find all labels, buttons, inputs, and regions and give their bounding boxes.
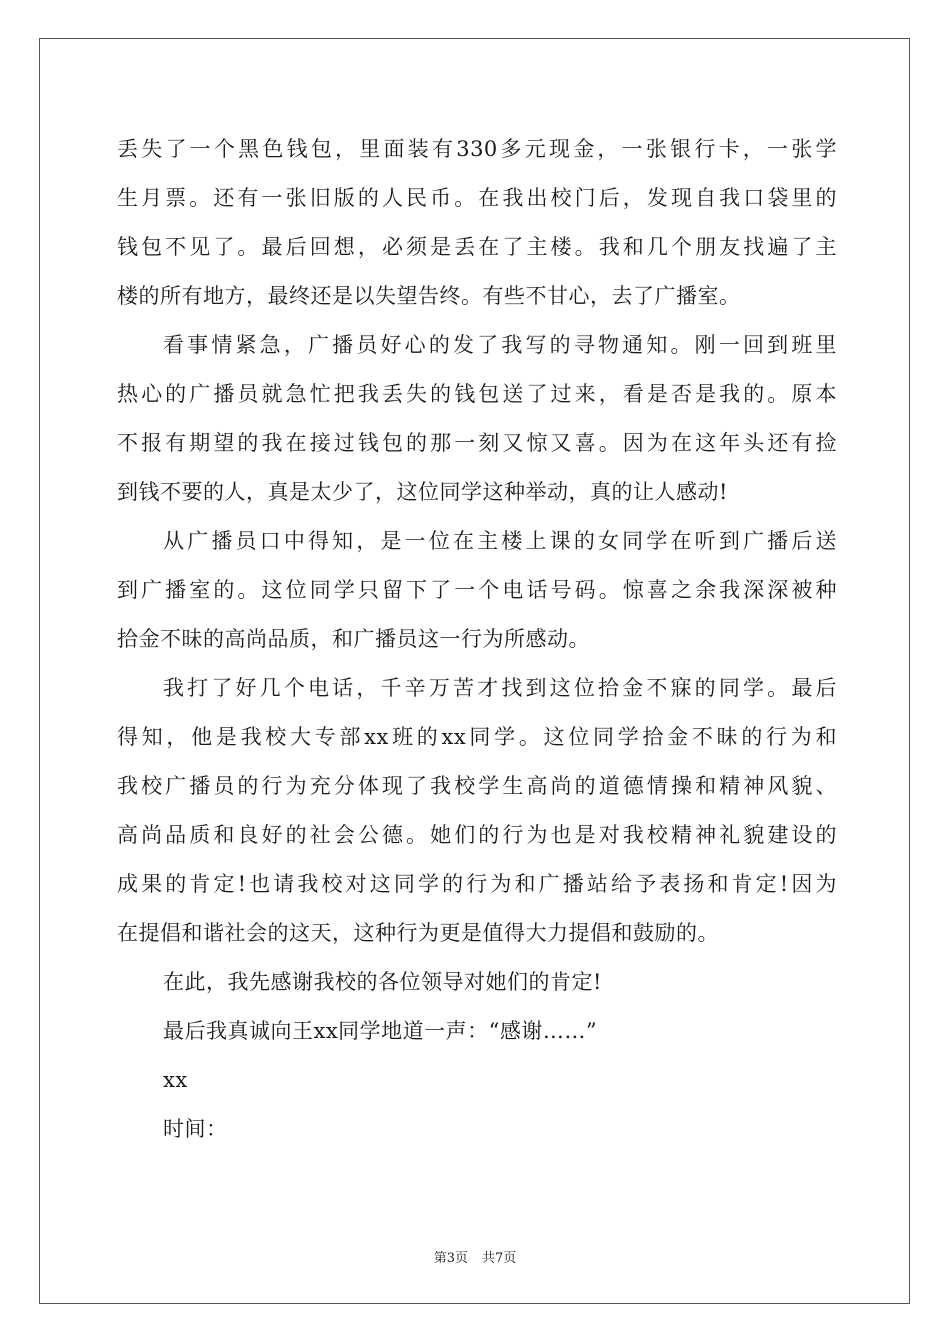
text-line-6: 热心的广播员就急忙把我丢失的钱包送了过来，看是否是我的。原本 bbox=[117, 382, 837, 406]
text-line-11: 拾金不昧的高尚品质，和广播员这一行为所感动。 bbox=[117, 627, 590, 651]
page-number: 第3页 bbox=[433, 1251, 468, 1266]
text-line-3: 钱包不见了。最后回想，必须是丢在了主楼。我和几个朋友找遍了主 bbox=[117, 235, 837, 259]
text-line-1: 丢失了一个黑色钱包，里面装有330多元现金，一张银行卡，一张学 bbox=[117, 137, 837, 161]
text-line-12: 我打了好几个电话，千辛万苦才找到这位拾金不寐的同学。最后 bbox=[163, 676, 837, 700]
text-line-16: 成果的肯定!也请我校对这同学的行为和广播站给予表扬和肯定!因为 bbox=[117, 872, 837, 896]
signature-name: xx bbox=[163, 1068, 188, 1092]
text-line-8: 到钱不要的人，真是太少了，这位同学这种举动，真的让人感动! bbox=[117, 480, 728, 504]
text-line-19: 最后我真诚向王xx同学地道一声：“感谢……” bbox=[163, 1019, 598, 1043]
text-line-2: 生月票。还有一张旧版的人民币。在我出校门后，发现自我口袋里的 bbox=[117, 186, 837, 210]
text-line-17: 在提倡和谐社会的这天，这种行为更是值得大力提倡和鼓励的。 bbox=[117, 921, 719, 945]
text-line-9: 从广播员口中得知，是一位在主楼上课的女同学在听到广播后送 bbox=[163, 529, 837, 553]
text-line-13: 得知，他是我校大专部xx班的xx同学。这位同学拾金不昧的行为和 bbox=[117, 725, 837, 749]
text-line-14: 我校广播员的行为充分体现了我校学生高尚的道德情操和精神风貌、 bbox=[117, 774, 837, 798]
text-line-15: 高尚品质和良好的社会公德。她们的行为也是对我校精神礼貌建设的 bbox=[117, 823, 837, 847]
signature-date: 时间： bbox=[163, 1117, 228, 1141]
page-footer bbox=[0, 1247, 950, 1266]
text-line-10: 到广播室的。这位同学只留下了一个电话号码。惊喜之余我深深被种 bbox=[117, 578, 837, 602]
text-line-18: 在此，我先感谢我校的各位领导对她们的肯定! bbox=[163, 970, 602, 994]
document-body bbox=[117, 125, 837, 1154]
text-line-7: 不报有期望的我在接过钱包的那一刻又惊又喜。因为在这年头还有捡 bbox=[117, 431, 837, 455]
page-total: 共7页 bbox=[482, 1251, 517, 1266]
text-line-4: 楼的所有地方，最终还是以失望告终。有些不甘心，去了广播室。 bbox=[117, 284, 741, 308]
text-line-5: 看事情紧急，广播员好心的发了我写的寻物通知。刚一回到班里 bbox=[163, 333, 837, 357]
